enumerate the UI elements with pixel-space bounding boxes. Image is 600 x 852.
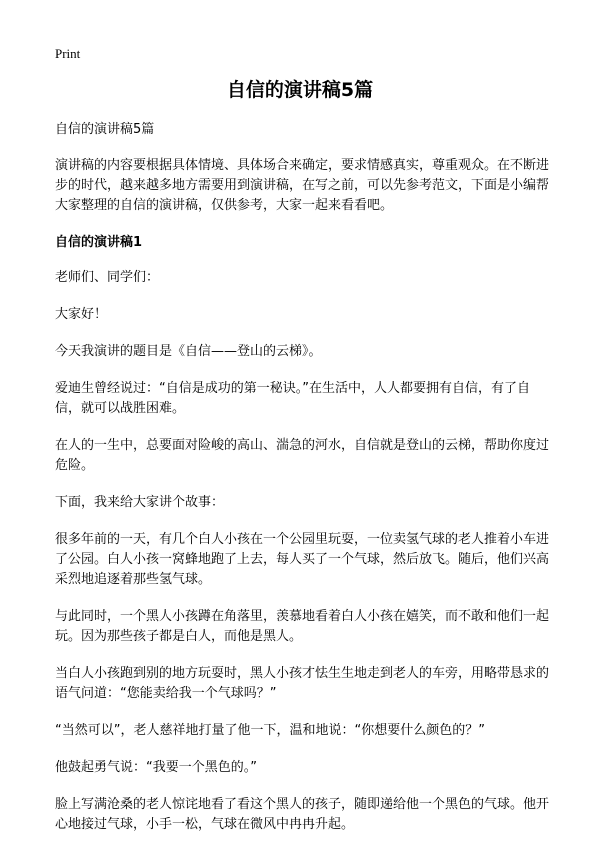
paragraph-ladder: 在人的一生中，总要面对险峻的高山、湍急的河水，自信就是登山的云梯，帮助你度过危险。	[55, 438, 550, 473]
paragraph-greeting: 大家好！	[55, 307, 108, 322]
paragraph-salutation: 老师们、同学们：	[55, 270, 160, 285]
paragraph-story-3: 当白人小孩跑到别的地方玩耍时，黑人小孩才怯生生地走到老人的车旁，用略带恳求的语气问道：“您能卖给我一个气球吗？”	[55, 666, 550, 701]
paragraph-story-1: 很多年前的一天，有几个白人小孩在一个公园里玩耍，一位卖氢气球的老人推着小车进了公园。白人小孩一窝蜂地跑了上去，每人买了一个气球，然后放飞。随后，他们兴高采烈地追逐着那些氢气球。	[55, 532, 550, 587]
paragraph-story-intro: 下面，我来给大家讲个故事：	[55, 495, 225, 510]
paragraph-story-4: “当然可以”，老人慈祥地打量了他一下，温和地说：“你想要什么颜色的？”	[55, 723, 485, 738]
print-link[interactable]: Print	[55, 46, 81, 61]
page-title: 自信的演讲稿5篇	[226, 79, 374, 101]
article-subtitle: 自信的演讲稿5篇	[55, 122, 155, 137]
article-body	[55, 120, 549, 852]
section-heading: 自信的演讲稿1	[55, 235, 143, 250]
paragraph-story-5: 他鼓起勇气说：“我要一个黑色的。”	[55, 760, 257, 775]
paragraph-story-2: 与此同时，一个黑人小孩蹲在角落里，羡慕地看着白人小孩在嬉笑，而不敢和他们一起玩。因为那些孩子都是白人，而他是黑人。	[55, 609, 550, 644]
paragraph-topic: 今天我演讲的题目是《自信——登山的云梯》。	[55, 344, 322, 359]
paragraph-story-6: 脸上写满沧桑的老人惊诧地看了看这个黑人的孩子，随即递给他一个黑色的气球。他开心地接过气球，小手一松，气球在微风中冉冉升起。	[55, 797, 550, 832]
intro-paragraph: 演讲稿的内容要根据具体情境、具体场合来确定，要求情感真实，尊重观众。在不断进步的时代，越来越多地方需要用到演讲稿，在写之前，可以先参考范文，下面是小编帮大家整理的自信的演讲稿，仅供参考，大家一起来看看吧。	[55, 158, 550, 213]
paragraph-edison-quote: 爱迪生曾经说过：“自信是成功的第一秘诀。”在生活中，人人都要拥有自信，有了自信，就可以战胜困难。	[55, 381, 530, 416]
